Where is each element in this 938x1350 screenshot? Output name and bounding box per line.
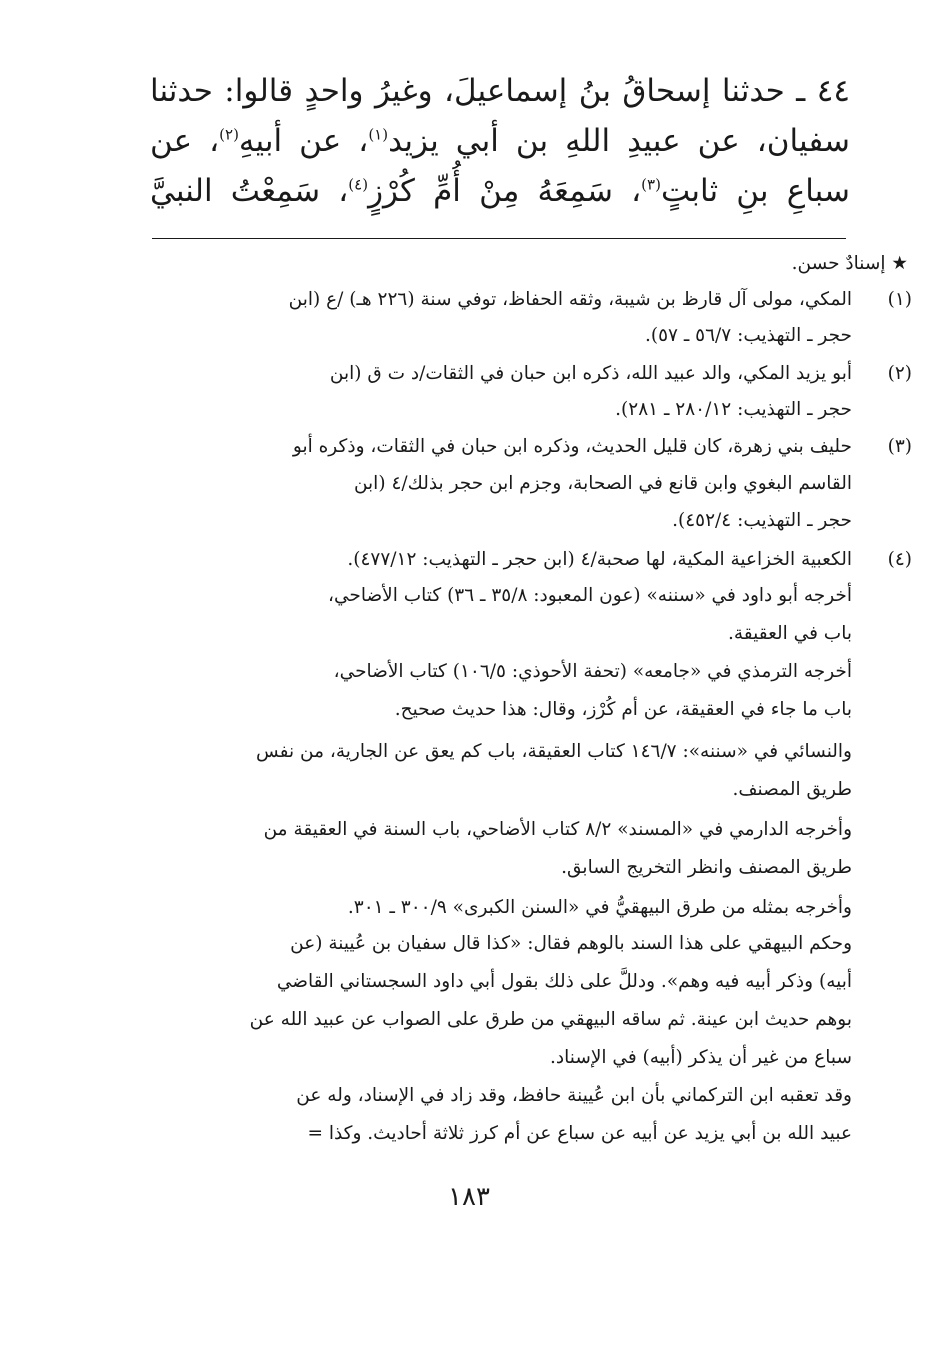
takhrij-line-8: طريق المصنف وانظر التخريج السابق.: [561, 857, 852, 878]
note-4-number: (٤): [887, 549, 912, 570]
hadith-text: [150, 66, 850, 216]
page-number: ١٨٣: [448, 1182, 490, 1212]
footnote-ref-3: (٣): [641, 175, 661, 194]
takhrij-line-4: باب ما جاء في العقيقة، عن أم كُرْز، وقال: هذا حديث صحيح.: [394, 699, 852, 720]
note-3-line-1: حليف بني زهرة، كان قليل الحديث، وذكره ابن حبان في الثقات، وذكره أبو: [292, 436, 852, 457]
note-2-number: (٢): [887, 363, 912, 384]
takhrij-line-5: والنسائي في «سننه»: ١٤٦/٧ كتاب العقيقة، باب كم يعق عن الجارية، من نفس: [256, 741, 852, 762]
takhrij-line-14: وقد تعقبه ابن التركماني بأن ابن عُيينة حافظ، وقد زاد في الإسناد، وله عن: [296, 1085, 852, 1106]
takhrij-line-1: أخرجه أبو داود في «سننه» (عون المعبود: ٣٥/٨ ـ ٣٦) كتاب الأضاحي،: [328, 585, 852, 606]
note-1-line-2: حجر ـ التهذيب: ٥٦/٧ ـ ٥٧).: [644, 325, 852, 346]
takhrij-line-10: وحكم البيهقي على هذا السند بالوهم فقال: «كذا قال سفيان بن عُيينة (عن: [290, 933, 852, 954]
footnote-ref-2: (٢): [219, 125, 239, 144]
takhrij-line-11: أبيه) وذكر أبيه فيه وهم». ودللَّ على ذلك بقول أبي داود السجستاني القاضي: [276, 971, 852, 992]
grade-line: ★ إسنادٌ حسن.: [791, 253, 908, 274]
note-3-line-3: حجر ـ التهذيب: ٤٥٢/٤).: [672, 510, 852, 531]
takhrij-line-3: أخرجه الترمذي في «جامعه» (تحفة الأحوذي: ١٠٦/٥) كتاب الأضاحي،: [333, 661, 852, 682]
note-3-number: (٣): [887, 436, 912, 457]
footnote-separator: [152, 238, 846, 239]
hadith-line-3-text-c: ، سَمِعْتُ النبيَّ: [150, 173, 349, 209]
footnote-ref-1: (١): [368, 125, 389, 144]
hadith-line-2-text-a: سفيان، عن عبيدِ اللهِ بن أبي يزيد: [388, 123, 850, 159]
hadith-line-1: [150, 66, 850, 116]
note-3-line-2: القاسم البغوي وابن قانع في الصحابة، وجزم ابن حجر بذلك/٤ (ابن: [353, 473, 852, 494]
takhrij-line-15: عبيد الله بن أبي يزيد عن أبيه عن سباع عن أم كرز ثلاثة أحاديث. وكذا =: [307, 1123, 852, 1144]
note-1-number: (١): [887, 289, 912, 310]
note-4-line-1: الكعبية الخزاعية المكية، لها صحبة/٤ (ابن حجر ـ التهذيب: ٤٧٧/١٢).: [347, 549, 852, 570]
hadith-line-2: [150, 116, 850, 166]
hadith-line-2-text-c: ، عن: [150, 123, 220, 159]
takhrij-line-12: بوهم حديث ابن عينة. ثم ساقه البيهقي من طرق على الصواب عن عبيد الله عن: [249, 1009, 852, 1030]
note-2-line-2: حجر ـ التهذيب: ٢٨٠/١٢ ـ ٢٨١).: [615, 399, 852, 420]
takhrij-line-2: باب في العقيقة.: [727, 623, 852, 644]
takhrij-line-9: وأخرجه بمثله من طرق البيهقيُّ في «السنن الكبرى» ٣٠٠/٩ ـ ٣٠١.: [347, 897, 852, 918]
takhrij-line-7: وأخرجه الدارمي في «المسند» ٨/٢ كتاب الأضاحي، باب السنة في العقيقة من: [263, 819, 852, 840]
hadith-line-3-text-a: سباعِ بنِ ثابتٍ: [660, 173, 850, 209]
takhrij-line-6: طريق المصنف.: [732, 779, 852, 800]
note-2-line-1: أبو يزيد المكي، والد عبيد الله، ذكره ابن حبان في الثقات/د ت ق (ابن: [329, 363, 852, 384]
hadith-line-3-text-b: ، سَمِعَهُ مِنْ أُمِّ كُرْزٍ: [368, 173, 642, 209]
takhrij-line-13: سباع من غير أن يذكر (أبيه) في الإسناد.: [550, 1047, 852, 1068]
note-1-line-1: المكي، مولى آل قارظ بن شيبة، وثقه الحفاظ، توفي سنة (٢٢٦ هـ) /ع (ابن: [288, 289, 852, 310]
footnote-ref-4: (٤): [348, 175, 369, 194]
hadith-line-1-text: ٤٤ ـ حدثنا إسحاقُ بنُ إسماعيلَ، وغيرُ واحدٍ قالوا: حدثنا: [150, 73, 850, 109]
hadith-line-2-text-b: ، عن أبيهِ: [238, 123, 369, 159]
hadith-line-3: [150, 166, 850, 216]
